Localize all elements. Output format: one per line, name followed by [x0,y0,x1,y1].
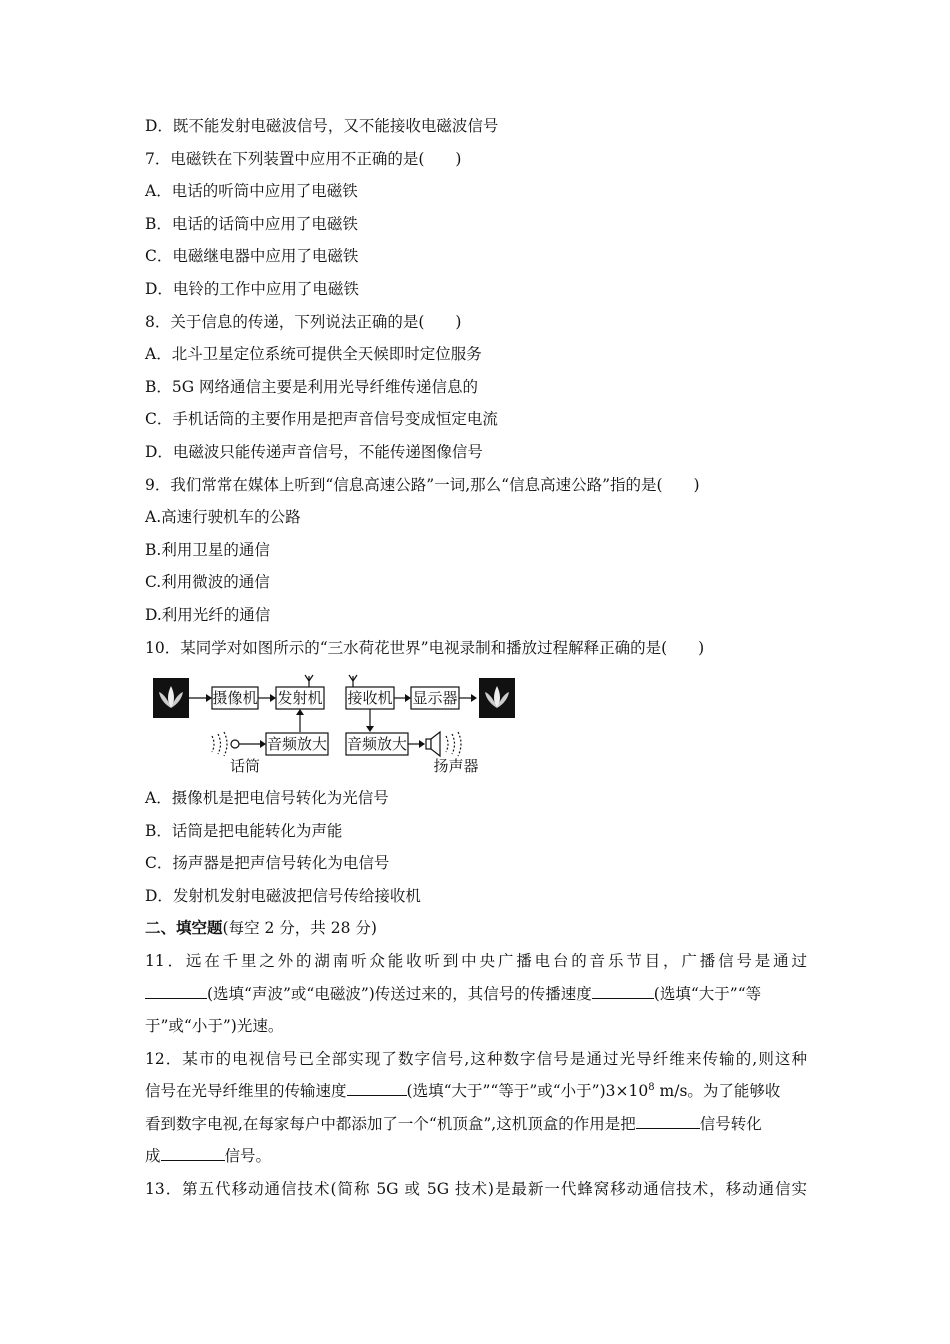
q8-option-a: A．北斗卫星定位系统可提供全天候即时定位服务 [145,345,482,363]
q12-line-1: 12．某市的电视信号已全部实现了数字信号,这种数字信号是通过光导纤维来传输的,则这种 [145,1050,807,1068]
speaker-label: 扬声器 [433,757,479,775]
q7-stem: 7．电磁铁在下列装置中应用不正确的是( ) [145,150,462,168]
q12-blank-3[interactable] [161,1146,225,1161]
sound-waves-left-icon [212,732,227,756]
q10-option-a: A．摄像机是把电信号转化为光信号 [145,789,389,807]
q10-option-b: B．话筒是把电能转化为声能 [145,822,343,840]
q12-blank-1[interactable] [347,1081,407,1096]
q9-option-a: A.高速行驶机车的公路 [145,508,301,526]
q8-option-c: C．手机话筒的主要作用是把声音信号变成恒定电流 [145,410,498,428]
q12-exponent: 8 [648,1081,655,1093]
amp-left-label: 音频放大 [266,735,328,753]
q7-option-c: C．电磁继电器中应用了电磁铁 [145,247,359,265]
display-label: 显示器 [412,689,458,707]
section-2-note: (每空 2 分，共 28 分) [222,919,377,937]
amp-right-label: 音频放大 [346,735,408,753]
q11-line-3: 于”或“小于”)光速。 [145,1017,284,1035]
q12-line-4-text-b: 信号。 [224,1147,272,1165]
q9-stem: 9．我们常常在媒体上听到“信息高速公路”一词,那么“信息高速公路”指的是( ) [145,476,700,494]
q12-blank-2[interactable] [636,1114,700,1129]
microphone-icon [231,740,260,748]
section-2-title: 二、填空题 [145,918,223,937]
q8-stem: 8．关于信息的传递，下列说法正确的是( ) [145,313,462,331]
q8-option-d: D．电磁波只能传递声音信号，不能传递图像信号 [145,443,483,461]
q11-blank-2[interactable] [592,984,654,999]
q11-blank-1[interactable] [145,984,207,999]
receiver-label: 接收机 [347,689,393,707]
q10-stem: 10．某同学对如图所示的“三水荷花世界”电视录制和播放过程解释正确的是( ) [145,639,705,657]
q12-line-4-text-a: 成 [145,1147,161,1165]
q12-line-2-text-a: 信号在光导纤维里的传输速度 [145,1082,347,1100]
q7-option-d: D．电铃的工作中应用了电磁铁 [145,280,359,298]
q9-option-b: B.利用卫星的通信 [145,541,270,559]
q7-option-b: B．电话的话筒中应用了电磁铁 [145,215,358,233]
q9-option-c: C.利用微波的通信 [145,573,270,591]
q12-line-3-text-b: 信号转化 [699,1115,762,1133]
q6-option-d: D．既不能发射电磁波信号，又不能接收电磁波信号 [145,117,499,135]
transmitter-label: 发射机 [277,689,323,707]
q12-line-3 [145,1113,762,1135]
q11-line-2-text-a: (选填“声波”或“电磁波”)传送过来的，其信号的传播速度 [207,985,592,1003]
q13-line-1: 13．第五代移动通信技术(简称 5G 或 5G 技术)是最新一代蜂窝移动通信技术，移动通信实 [145,1180,807,1198]
lotus-image-right [479,678,515,718]
q11-line-2-text-b: (选填“大于”“等 [653,985,762,1003]
q12-line-2 [145,1080,780,1102]
q7-option-a: A．电话的听筒中应用了电磁铁 [145,182,358,200]
q12-line-4 [145,1145,271,1167]
q12-line-3-text-a: 看到数字电视,在每家每户中都添加了一个“机顶盒”,这机顶盒的作用是把 [145,1115,636,1133]
q12-line-2-text-b: (选填“大于”“等于”或“小于”)3×10 [406,1082,649,1100]
q12-line-2-text-c: m/s。为了能够收 [654,1082,781,1100]
q9-option-d: D.利用光纤的通信 [145,606,271,624]
lotus-image-left [153,678,189,718]
section-2-heading [145,917,377,939]
sound-waves-right-icon [446,732,461,756]
mic-label: 话筒 [229,757,261,775]
q10-option-d: D．发射机发射电磁波把信号传给接收机 [145,887,421,905]
antenna-icon-transmitter [305,675,313,687]
q10-option-c: C．扬声器是把声信号转化为电信号 [145,854,390,872]
q11-line-1: 11．远在千里之外的湖南听众能收听到中央广播电台的音乐节目，广播信号是通过 [145,952,807,970]
speaker-icon [426,732,440,756]
q8-option-b: B．5G 网络通信主要是利用光导纤维传递信息的 [145,378,479,396]
camera-label: 摄像机 [212,689,258,707]
tv-broadcast-diagram [150,672,530,782]
antenna-icon-receiver [349,675,357,687]
q11-line-2 [145,983,761,1005]
